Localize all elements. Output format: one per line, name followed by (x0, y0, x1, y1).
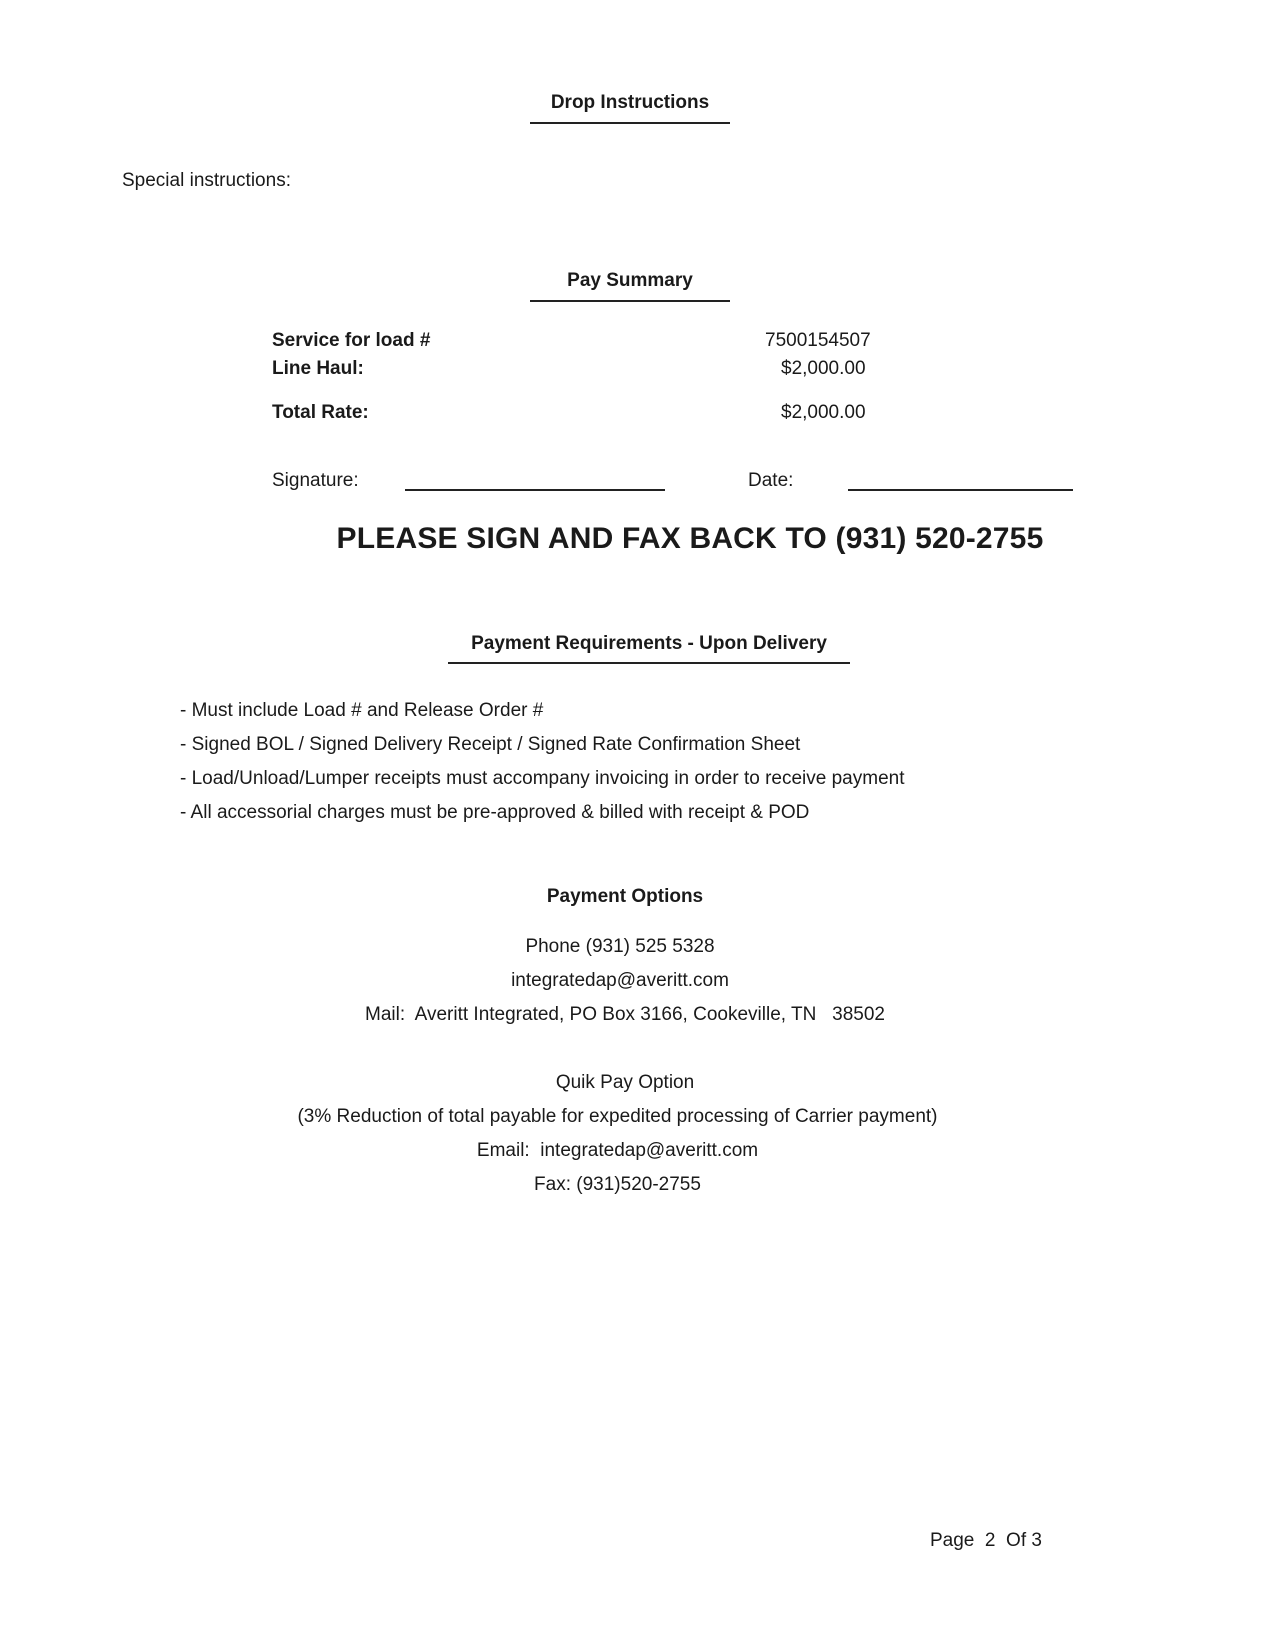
total-rate-value: $2,000.00 (781, 402, 866, 423)
special-instructions-label: Special instructions: (122, 170, 291, 191)
quik-pay-title: Quik Pay Option (555, 1072, 695, 1093)
drop-instructions-title: Drop Instructions (550, 92, 710, 113)
drop-instructions-underline (530, 122, 730, 124)
pay-summary-underline (530, 300, 730, 302)
line-haul-label: Line Haul: (272, 358, 364, 379)
signature-label: Signature: (272, 470, 359, 491)
page-number: Page 2 Of 3 (930, 1530, 1042, 1551)
quik-pay-note: (3% Reduction of total payable for expedited processing of Carrier payment) (297, 1106, 938, 1127)
requirement-item: - Must include Load # and Release Order # (180, 700, 544, 721)
pay-summary-title: Pay Summary (567, 270, 693, 291)
date-line[interactable] (848, 489, 1073, 491)
total-rate-label: Total Rate: (272, 402, 369, 423)
signature-line[interactable] (405, 489, 665, 491)
mail-address: Mail: Averitt Integrated, PO Box 3166, Cookeville, TN 38502 (365, 1004, 885, 1025)
requirement-item: - Signed BOL / Signed Delivery Receipt / Signed Rate Confirmation Sheet (180, 734, 801, 755)
fax-back-notice: PLEASE SIGN AND FAX BACK TO (931) 520-2755 (336, 522, 1044, 555)
date-label: Date: (748, 470, 794, 491)
requirement-item: - Load/Unload/Lumper receipts must accompany invoicing in order to receive payment (180, 768, 905, 789)
service-load-label: Service for load # (272, 330, 431, 351)
email-link[interactable]: integratedap@averitt.com (511, 970, 729, 991)
line-haul-value: $2,000.00 (781, 358, 866, 379)
service-load-value: 7500154507 (765, 330, 871, 351)
payment-requirements-underline (448, 662, 850, 664)
requirement-item: - All accessorial charges must be pre-approved & billed with receipt & POD (180, 802, 810, 823)
payment-options-title: Payment Options (546, 886, 704, 907)
phone-line: Phone (931) 525 5328 (525, 936, 715, 957)
quik-pay-fax: Fax: (931)520-2755 (534, 1174, 701, 1195)
quik-pay-email[interactable]: Email: integratedap@averitt.com (476, 1140, 759, 1161)
payment-requirements-title: Payment Requirements - Upon Delivery (471, 633, 827, 654)
